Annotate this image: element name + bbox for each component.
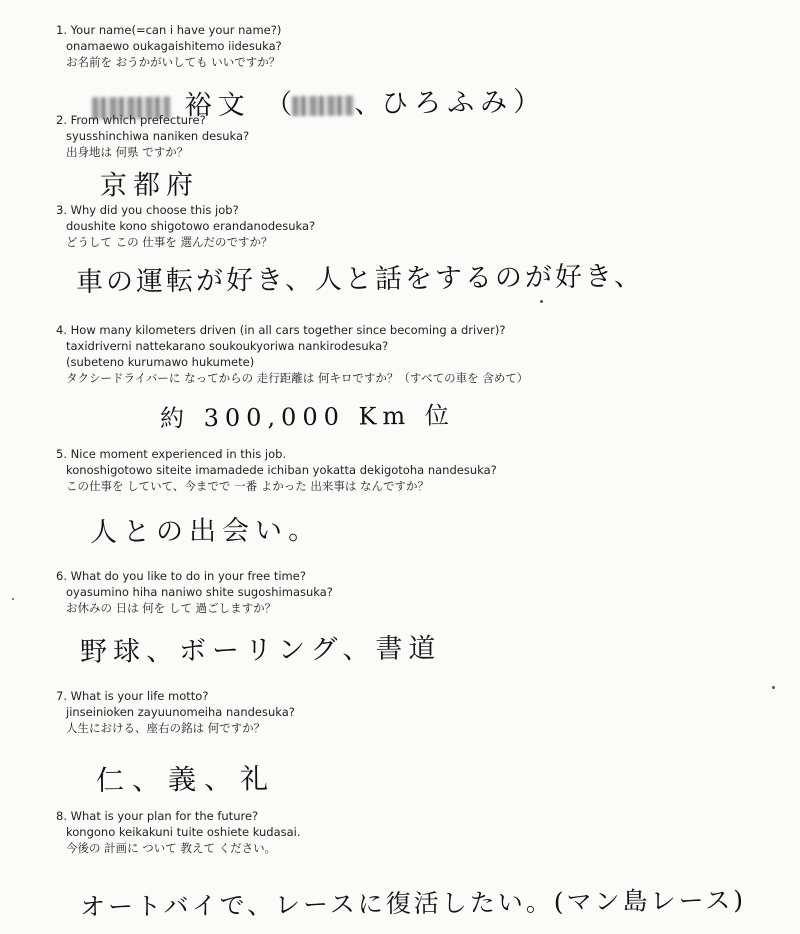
question-5 — [56, 446, 497, 494]
question-romaji: konoshigotowo siteite imamadede ichiban yokatta dekigotoha nandesuka? — [66, 463, 497, 477]
answer-3: 車の運転が好き、人と話をするのが好き、 — [75, 261, 645, 298]
answer-8: オートバイで、レースに復活したい。(マン島レース) — [79, 885, 747, 922]
question-english: What do you like to do in your free time? — [70, 569, 306, 583]
question-japanese: 人生における、座右の銘は 何ですか？ — [66, 721, 266, 735]
question-romaji: taxidriverni nattekarano soukoukyoriwa nankirodesuka? — [66, 339, 389, 353]
question-6 — [56, 568, 333, 616]
question-english: From which prefecture? — [70, 113, 206, 127]
question-8 — [56, 808, 301, 856]
question-romaji: doushite kono shigotowo erandanodesuka? — [66, 219, 316, 233]
scan-speck — [772, 686, 775, 689]
answer-4: 約 300,000 Km 位 — [159, 401, 455, 433]
question-english: What is your plan for the future? — [70, 809, 259, 823]
question-japanese: 出身地は 何県 ですか？ — [66, 145, 189, 159]
question-english: Your name(=can i have your name?) — [70, 23, 282, 37]
question-romaji: syusshinchiwa naniken desuka? — [66, 129, 250, 143]
question-japanese: お休みの 日は 何を して 過ごしますか？ — [66, 601, 277, 615]
answer-5: 人との出会い。 — [89, 514, 322, 549]
question-1 — [56, 22, 282, 70]
question-english: What is your life motto? — [70, 689, 209, 703]
scan-speck — [540, 300, 543, 303]
question-english: Nice moment experienced in this job. — [70, 447, 287, 461]
question-japanese: どうして この 仕事を 選んだのですか？ — [66, 235, 273, 249]
question-romaji-note: (subeteno kurumawo hukumete) — [66, 355, 255, 369]
answer-2: 京都府 — [99, 169, 200, 202]
question-number: 3. — [56, 203, 67, 217]
question-romaji: jinseinioken zayuunomeiha nandesuka? — [66, 705, 295, 719]
answer-1-given-name: 裕文 — [184, 89, 251, 122]
question-number: 1. — [56, 23, 67, 37]
question-romaji: oyasumino hiha naniwo shite sugoshimasuka? — [66, 585, 333, 599]
question-number: 7. — [56, 689, 67, 703]
question-number: 2. — [56, 113, 67, 127]
question-japanese: お名前を おうかがいしても いいですか？ — [66, 55, 281, 69]
question-4 — [56, 322, 528, 386]
question-7 — [56, 688, 295, 736]
answer-1: 裕文 （ 、ひろふみ） — [92, 80, 541, 124]
question-3 — [56, 202, 315, 250]
answer-1-reading: ひろふみ — [381, 86, 514, 120]
redacted-surname-reading — [292, 95, 354, 116]
scan-speck — [12, 598, 14, 600]
question-number: 8. — [56, 809, 67, 823]
question-english: Why did you choose this job? — [70, 203, 239, 217]
question-2 — [56, 112, 249, 160]
question-romaji: kongono keikakuni tuite oshiete kudasai. — [66, 825, 301, 839]
question-japanese: この仕事を していて、今までで 一番 よかった 出来事は なんですか？ — [66, 479, 430, 493]
question-japanese: 今後の 計画に ついて 教えて ください。 — [66, 841, 277, 855]
question-number: 6. — [56, 569, 67, 583]
question-english: How many kilometers driven (in all cars together since becoming a driver)? — [70, 323, 506, 337]
answer-6: 野球、ボーリング、書道 — [79, 633, 442, 668]
question-romaji: onamaewo oukagaishitemo iidesuka? — [66, 39, 282, 53]
question-number: 4. — [56, 323, 67, 337]
answer-7: 仁、義、礼 — [95, 762, 277, 797]
question-number: 5. — [56, 447, 67, 461]
question-japanese: タクシードライバーに なってからの 走行距離は 何キロですか？（すべての車を 含めて） — [66, 371, 529, 385]
